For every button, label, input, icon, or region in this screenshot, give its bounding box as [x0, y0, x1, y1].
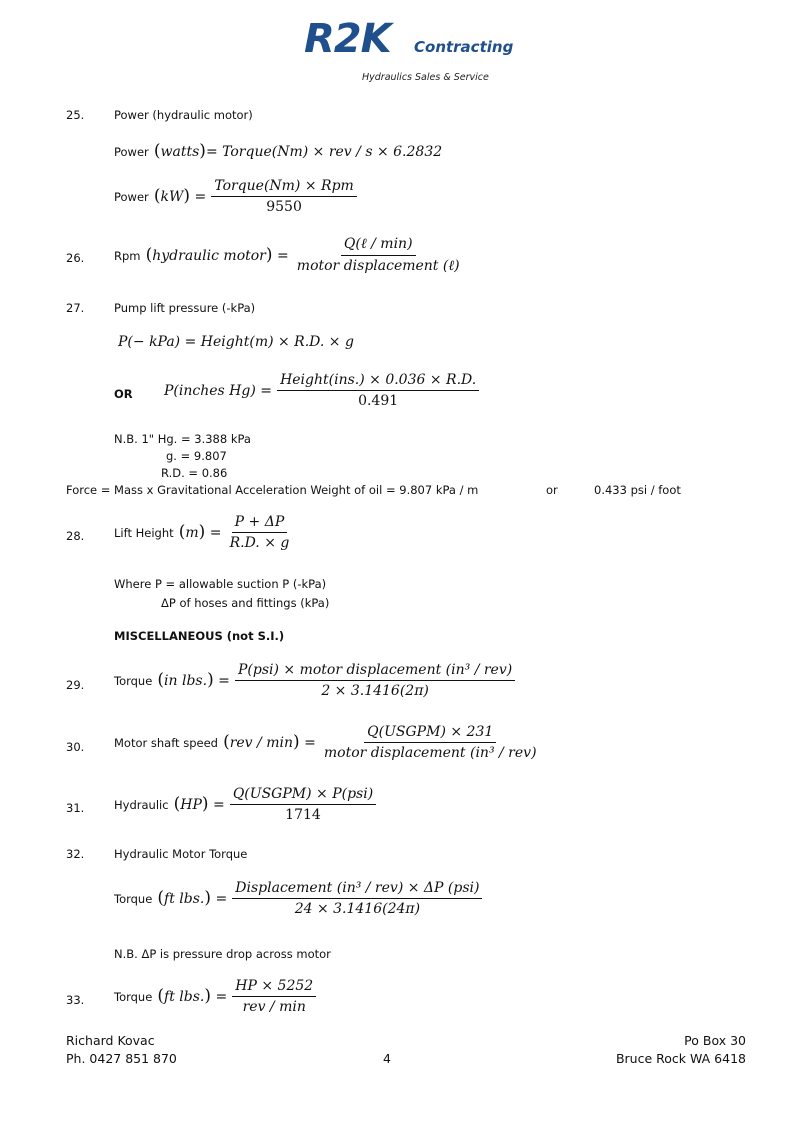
item-27-number: 27. — [66, 301, 85, 315]
formula-28: Lift Height (m) = $\frac{P + \Delta P}{R.D. \times g}$ — [114, 514, 292, 551]
where-line-1: Where P = allowable suction P (-kPa) — [114, 577, 327, 591]
formula-26-unit: hydraulic motor — [152, 248, 266, 264]
formula-27b-lhs: P(inches Hg) = — [164, 383, 272, 399]
item-32-title: Hydraulic Motor Torque — [114, 847, 248, 861]
formula-28-unit: m — [185, 525, 199, 541]
logo-tagline: Hydraulics Sales & Service — [362, 72, 489, 83]
force-or: or — [546, 483, 558, 497]
where-line-2: ΔP of hoses and fittings (kPa) — [161, 596, 330, 610]
formula-30-unit: rev / min — [229, 735, 293, 751]
formula-30-denominator: motor displacement (in³ / rev) — [323, 745, 537, 761]
item-33-number: 33. — [66, 993, 85, 1007]
formula-25b-label: Power — [114, 190, 149, 204]
formula-33: Torque (ft lbs.) = $\frac{HP \times 5252}{\text{rev / min}}$ — [114, 978, 316, 1015]
formula-33-numerator: HP × 5252 — [232, 978, 316, 997]
formula-28-label: Lift Height — [114, 526, 174, 540]
formula-32-label: Torque — [114, 892, 153, 906]
item-32-number: 32. — [66, 847, 85, 861]
item-30-number: 30. — [66, 740, 85, 754]
formula-31-denominator: 1714 — [285, 807, 321, 823]
nb-rd: R.D. = 0.86 — [161, 466, 228, 480]
or-label: OR — [114, 387, 133, 401]
nb-inches-hg: N.B. 1" Hg. = 3.388 kPa — [114, 432, 251, 446]
force-psi-foot: 0.433 psi / foot — [594, 483, 681, 497]
item-25-title: Power (hydraulic motor) — [114, 108, 253, 122]
nb-gravity: g. = 9.807 — [166, 449, 227, 463]
logo-main-text: R2K — [304, 16, 391, 62]
formula-31: Hydraulic (HP) = $\frac{\text{Q(USGPM) × P(psi)}}{1714}$ — [114, 786, 376, 823]
formula-25b-denominator: 9550 — [266, 199, 302, 215]
formula-31-label: Hydraulic — [114, 798, 169, 812]
page-number: 4 — [383, 1051, 391, 1066]
formula-30: Motor shaft speed (rev / min) = $\frac{\text{Q(USGPM) × 231}}{\text{motor displacement (in³ / rev)}}$ — [114, 724, 540, 761]
formula-25b-numerator: Torque(Nm) × Rpm — [211, 178, 357, 197]
formula-26: Rpm (hydraulic motor) = $\frac{\text{Q(ℓ / min)}}{\text{motor displacement (ℓ)}}$ — [114, 236, 463, 275]
item-27-title: Pump lift pressure (-kPa) — [114, 301, 256, 315]
formula-26-numerator: Q(ℓ / min) — [341, 236, 416, 256]
formula-33-label: Torque — [114, 990, 153, 1004]
footer-phone: Ph. 0427 851 870 — [66, 1051, 177, 1066]
item-26-number: 26. — [66, 251, 85, 265]
misc-heading: MISCELLANEOUS (not S.I.) — [114, 629, 285, 643]
footer-address: Bruce Rock WA 6418 — [615, 1051, 746, 1066]
formula-29-denominator: 2 × 3.1416(2π) — [321, 683, 429, 699]
formula-25a-unit: watts — [160, 144, 200, 160]
formula-27b-numerator: Height(ins.) × 0.036 × R.D. — [277, 372, 479, 391]
formula-27b — [164, 372, 479, 409]
formula-31-numerator: Q(USGPM) × P(psi) — [230, 786, 376, 805]
force-line: Force = Mass x Gravitational Acceleration Weight of oil = 9.807 kPa / m — [66, 483, 479, 497]
formula-29-label: Torque — [114, 674, 153, 688]
logo-sub-text: Contracting — [414, 38, 514, 56]
formula-26-denominator: motor displacement (ℓ) — [296, 258, 460, 274]
formula-27a: P(− kPa) = Height(m) × R.D. × g — [118, 334, 354, 350]
footer-pobox: Po Box 30 — [684, 1033, 746, 1048]
formula-27b-denominator: 0.491 — [358, 393, 399, 409]
formula-30-numerator: Q(USGPM) × 231 — [364, 724, 496, 743]
formula-32: Torque (ft lbs.) = $\frac{\text{Displacement (in³ / rev) × ΔP (psi)}}{24 \times 3.1416(24\pi)}$ — [114, 880, 482, 917]
formula-32-denominator: 24 × 3.1416(24π) — [294, 901, 421, 917]
formula-32-numerator: Displacement (in³ / rev) × ΔP (psi) — [232, 880, 482, 899]
formula-25a-label: Power — [114, 145, 149, 159]
formula-29-numerator: P(psi) × motor displacement (in³ / rev) — [235, 662, 515, 681]
nb-pressure-drop: N.B. ΔP is pressure drop across motor — [114, 947, 331, 961]
item-31-number: 31. — [66, 801, 85, 815]
formula-29-unit: in lbs. — [164, 673, 208, 689]
formula-30-label: Motor shaft speed — [114, 736, 218, 750]
formula-32-unit: ft lbs. — [164, 891, 205, 907]
footer-name: Richard Kovac — [66, 1033, 155, 1048]
formula-33-denominator: rev / min — [242, 999, 306, 1015]
item-29-number: 29. — [66, 678, 85, 692]
formula-28-numerator: P + ΔP — [232, 514, 288, 533]
formula-28-denominator: R.D. × g — [229, 535, 290, 551]
formula-25a-expr: = Torque(Nm) × rev / s × 6.2832 — [205, 144, 443, 160]
formula-25a: Power (watts)= Torque(Nm) × rev / s × 6.2832 — [114, 141, 443, 161]
formula-33-unit: ft lbs. — [164, 989, 205, 1005]
formula-31-unit: HP — [180, 797, 202, 813]
item-28-number: 28. — [66, 529, 85, 543]
formula-29: Torque (in lbs.) = $\frac{\text{P(psi) × motor displacement (in³ / rev)}}{2 \times 3.1416(2\pi)}$ — [114, 662, 515, 699]
formula-25b: Power (kW) = $\frac{\text{Torque(Nm) × Rpm}}{9550}$ — [114, 178, 357, 215]
formula-26-label: Rpm — [114, 249, 141, 263]
item-25-number: 25. — [66, 108, 85, 122]
formula-25b-unit: kW — [160, 189, 184, 205]
